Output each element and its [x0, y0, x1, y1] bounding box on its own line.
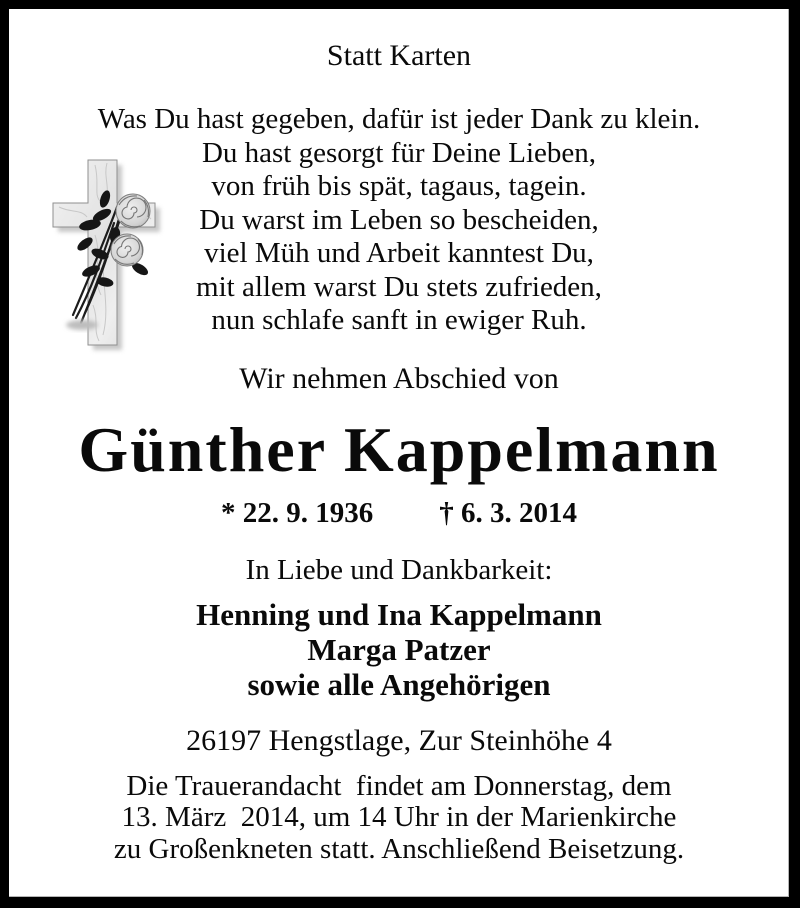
- deceased-name: Günther Kappelmann: [78, 413, 720, 485]
- mourners-list: [9, 597, 789, 702]
- poem-line: Was Du hast gegeben, dafür ist jeder Dank zu klein.: [97, 103, 701, 135]
- death-date: † 6. 3. 2014: [439, 496, 577, 529]
- poem-line: Du warst im Leben so bescheiden,: [199, 203, 599, 236]
- header-statt-karten: Statt Karten: [326, 39, 472, 72]
- service-info: [9, 771, 789, 866]
- service-line: 13. März 2014, um 14 Uhr in der Marienkirche: [121, 801, 677, 833]
- poem-line: nun schlafe sanft in ewiger Ruh.: [211, 304, 587, 336]
- mourner-line: Marga Patzer: [307, 631, 491, 667]
- gratitude-line: In Liebe und Dankbarkeit:: [245, 553, 553, 586]
- poem-line: mit allem warst Du stets zufrieden,: [196, 270, 602, 303]
- memorial-poem: [9, 103, 789, 338]
- mourner-line: sowie alle Angehörigen: [247, 666, 551, 702]
- poem-line: viel Müh und Arbeit kanntest Du,: [204, 237, 594, 269]
- farewell-line: Wir nehmen Abschied von: [239, 361, 559, 395]
- service-line: zu Großenkneten statt. Anschließend Beisetzung.: [113, 832, 685, 865]
- poem-line: von früh bis spät, tagaus, tagein.: [211, 170, 587, 202]
- life-dates: [9, 496, 789, 530]
- mourner-line: Henning und Ina Kappelmann: [196, 596, 602, 632]
- service-line: Die Trauerandacht findet am Donnerstag, dem: [126, 769, 672, 802]
- notice-content: [9, 39, 789, 908]
- address-line: 26197 Hengstlage, Zur Steinhöhe 4: [186, 723, 612, 757]
- birth-date: * 22. 9. 1936: [221, 496, 374, 529]
- poem-line: Du hast gesorgt für Deine Lieben,: [201, 136, 597, 169]
